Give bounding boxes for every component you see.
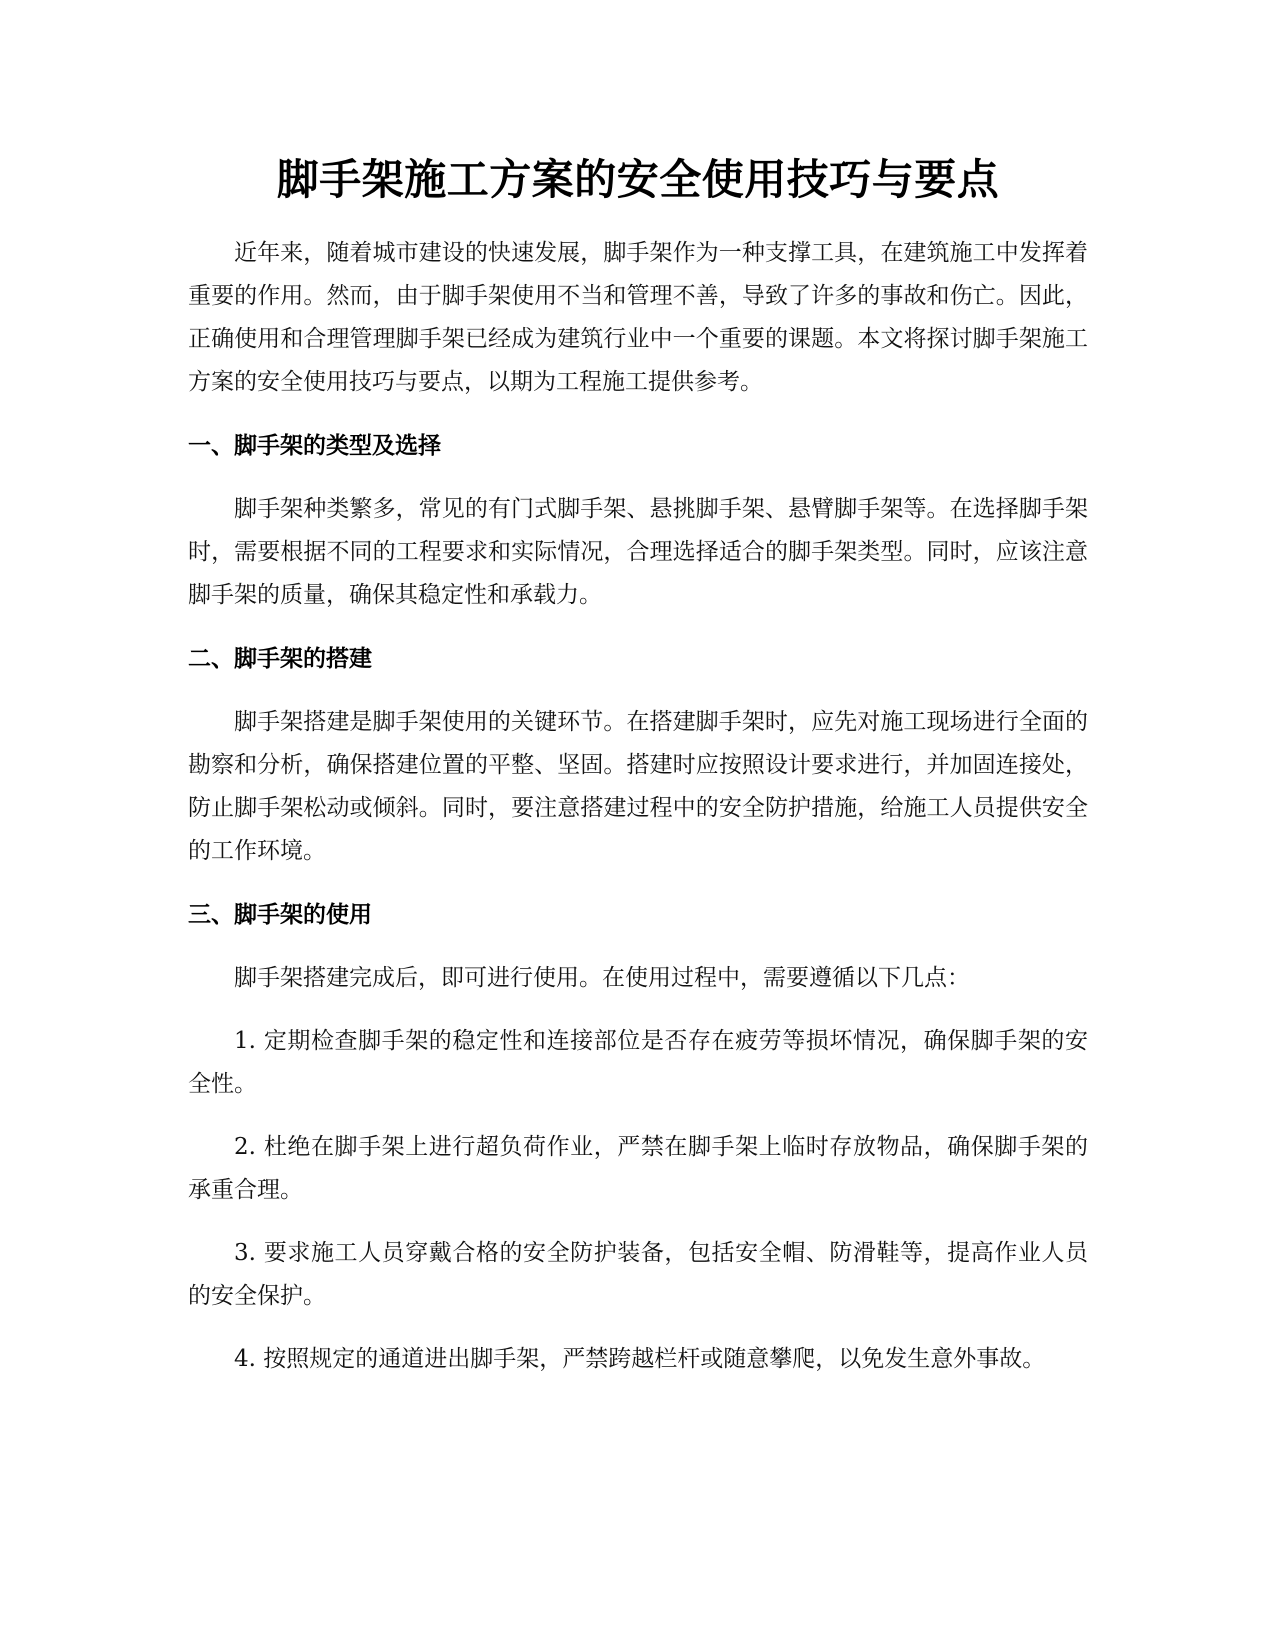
document-title: 脚手架施工方案的安全使用技巧与要点 bbox=[276, 155, 1000, 204]
usage-list-item-3: 3. 要求施工人员穿戴合格的安全防护装备，包括安全帽、防滑鞋等，提高作业人员的安全保护。 bbox=[188, 1240, 1088, 1309]
section-body-erection: 脚手架搭建是脚手架使用的关键环节。在搭建脚手架时，应先对施工现场进行全面的勘察和分析，确保搭建位置的平整、坚固。搭建时应按照设计要求进行，并加固连接处，防止脚手架松动或倾斜。同时，要注意搭建过程中的安全防护措施，给施工人员提供安全的工作环境。 bbox=[188, 709, 1088, 864]
section-body-types: 脚手架种类繁多，常见的有门式脚手架、悬挑脚手架、悬臂脚手架等。在选择脚手架时，需要根据不同的工程要求和实际情况，合理选择适合的脚手架类型。同时，应该注意脚手架的质量，确保其稳定性和承载力。 bbox=[188, 496, 1088, 608]
section-heading-usage: 三、脚手架的使用 bbox=[188, 902, 372, 928]
usage-list-item-1: 1. 定期检查脚手架的稳定性和连接部位是否存在疲劳等损坏情况，确保脚手架的安全性。 bbox=[188, 1028, 1088, 1097]
section-heading-types: 一、脚手架的类型及选择 bbox=[188, 433, 441, 459]
intro-paragraph: 近年来，随着城市建设的快速发展，脚手架作为一种支撑工具，在建筑施工中发挥着重要的作用。然而，由于脚手架使用不当和管理不善，导致了许多的事故和伤亡。因此，正确使用和合理管理脚手架已经成为建筑行业中一个重要的课题。本文将探讨脚手架施工方案的安全使用技巧与要点，以期为工程施工提供参考。 bbox=[188, 240, 1088, 395]
usage-list-item-2: 2. 杜绝在脚手架上进行超负荷作业，严禁在脚手架上临时存放物品，确保脚手架的承重合理。 bbox=[188, 1134, 1088, 1203]
usage-list-item-4: 4. 按照规定的通道进出脚手架，严禁跨越栏杆或随意攀爬，以免发生意外事故。 bbox=[234, 1346, 1046, 1372]
section-heading-erection: 二、脚手架的搭建 bbox=[188, 646, 372, 672]
section-body-usage: 脚手架搭建完成后，即可进行使用。在使用过程中，需要遵循以下几点： bbox=[234, 965, 970, 991]
document-content bbox=[188, 150, 1088, 1381]
